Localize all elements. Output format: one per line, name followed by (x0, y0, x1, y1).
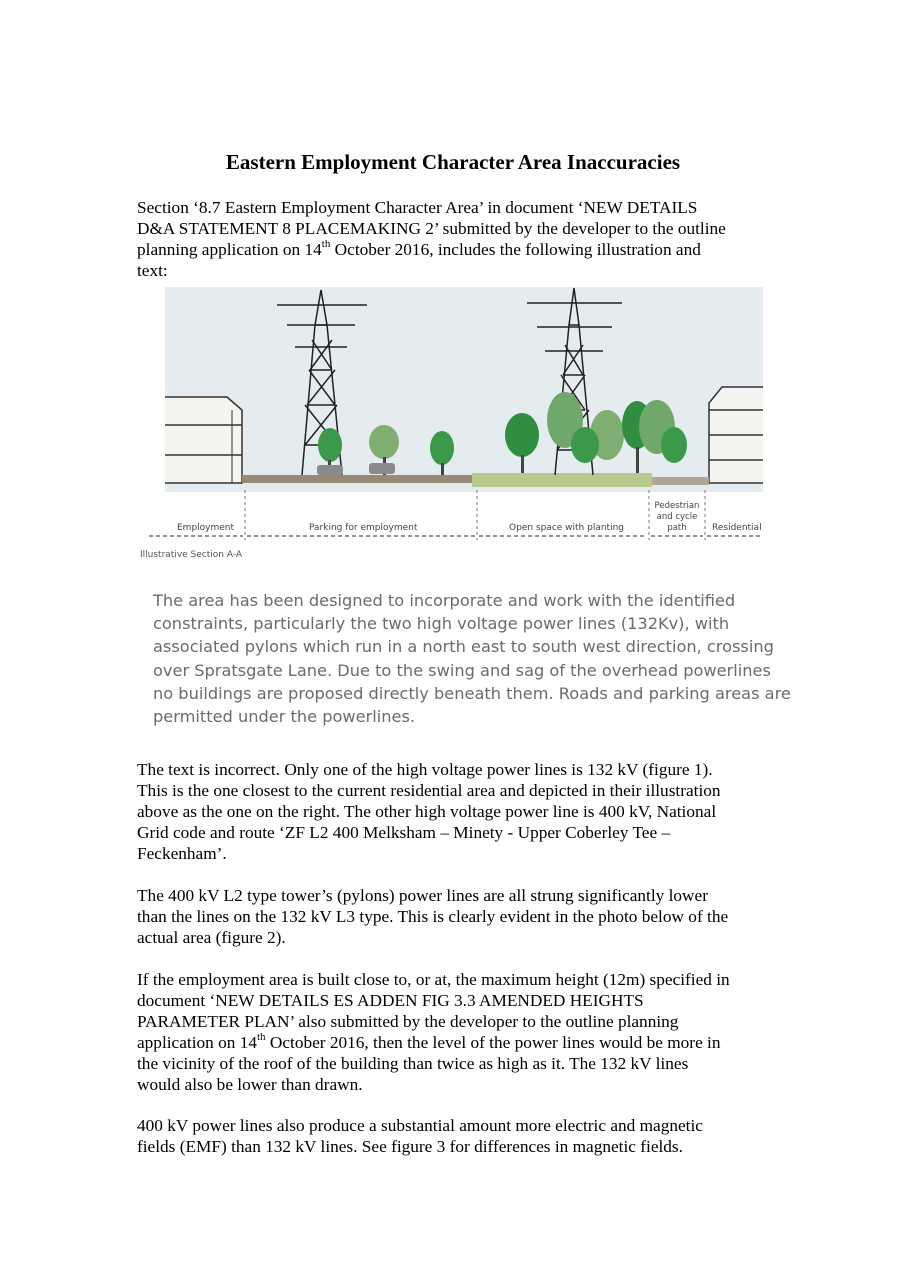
paragraph-employment-height (137, 969, 777, 1095)
p4-line-4a: application on 14 (137, 1033, 257, 1052)
p4-line-6: would also be lower than drawn. (137, 1075, 363, 1094)
figure-caption: Illustrative Section A-A (140, 550, 243, 560)
zone-label-employment: Employment (177, 523, 235, 533)
p3-line-1: The 400 kV L2 type tower’s (pylons) power lines are all strung significantly lower (137, 886, 708, 905)
quote-line-6: permitted under the powerlines. (153, 707, 416, 727)
zone-label-open-space: Open space with planting (509, 523, 624, 533)
parking-ground (242, 475, 472, 483)
ordinal-suffix: th (321, 238, 331, 251)
p5-line-2: fields (EMF) than 132 kV lines. See figure 3 for differences in magnetic fields. (137, 1137, 683, 1156)
path-ground (652, 477, 709, 485)
intro-paragraph (137, 197, 777, 281)
p2-line-3: above as the one on the right. The other high voltage power line is 400 kV, National (137, 802, 717, 821)
illustration-svg (137, 285, 767, 565)
quote-line-5: no buildings are proposed directly beneath them. Roads and parking areas are (153, 683, 791, 703)
paragraph-tower-types (137, 885, 777, 948)
quote-line-3: associated pylons which run in a north east to south west direction, crossing (153, 637, 774, 657)
page-title: Eastern Employment Character Area Inaccuracies (225, 150, 681, 174)
p4-line-5: the vicinity of the roof of the building than twice as high as it. The 132 kV lines (137, 1054, 689, 1073)
intro-line-3b: October 2016, includes the following illustration and (330, 240, 701, 259)
ordinal-suffix: th (256, 1031, 266, 1044)
zone-label-pedestrian-3: path (667, 523, 687, 533)
p4-line-3: PARAMETER PLAN’ also submitted by the developer to the outline planning (137, 1012, 679, 1031)
planting-ground (472, 473, 652, 487)
intro-line-2: D&A STATEMENT 8 PLACEMAKING 2’ submitted by the developer to the outline (137, 219, 726, 238)
quote-line-2: constraints, particularly the two high voltage power lines (132Kv), with (153, 614, 730, 634)
car-icon (369, 463, 395, 474)
quote-line-1: The area has been designed to incorporate and work with the identified (153, 591, 736, 610)
p3-line-2: than the lines on the 132 kV L3 type. This is clearly evident in the photo below of the (137, 907, 729, 926)
p4-line-4 (137, 1032, 777, 1053)
paragraph-emf (137, 1115, 777, 1157)
residential-building (709, 387, 763, 483)
intro-line-3 (137, 239, 777, 260)
p5-line-1: 400 kV power lines also produce a substantial amount more electric and magnetic (137, 1116, 703, 1135)
p2-line-1: The text is incorrect. Only one of the high voltage power lines is 132 kV (figure 1). (137, 760, 713, 779)
intro-line-1: Section ‘8.7 Eastern Employment Character Area’ in document ‘NEW DETAILS (137, 198, 698, 217)
p4-line-2: document ‘NEW DETAILS ES ADDEN FIG 3.3 AMENDED HEIGHTS (137, 991, 644, 1010)
p2-line-4: Grid code and route ‘ZF L2 400 Melksham – Minety - Upper Coberley Tee – (137, 823, 671, 842)
p2-line-2: This is the one closest to the current residential area and depicted in their illustration (137, 781, 721, 800)
car-icon (317, 465, 343, 475)
p3-line-3: actual area (figure 2). (137, 928, 286, 947)
employment-building (165, 397, 242, 483)
section-illustration (137, 285, 767, 565)
p2-line-5: Feckenham’. (137, 844, 227, 863)
zone-label-residential: Residential (712, 523, 762, 533)
p4-line-1: If the employment area is built close to, or at, the maximum height (12m) specified in (137, 970, 730, 989)
intro-line-3a: planning application on 14 (137, 240, 322, 259)
intro-line-4: text: (137, 261, 168, 280)
quoted-text (153, 589, 791, 728)
paragraph-incorrect-text (137, 759, 777, 864)
zone-label-pedestrian-2: and cycle (656, 512, 698, 522)
zone-label-pedestrian-1: Pedestrian (654, 501, 700, 511)
p4-line-4b: October 2016, then the level of the power lines would be more in (265, 1033, 721, 1052)
quote-line-4: over Spratsgate Lane. Due to the swing and sag of the overhead powerlines (153, 660, 771, 680)
zone-label-parking: Parking for employment (309, 523, 418, 533)
